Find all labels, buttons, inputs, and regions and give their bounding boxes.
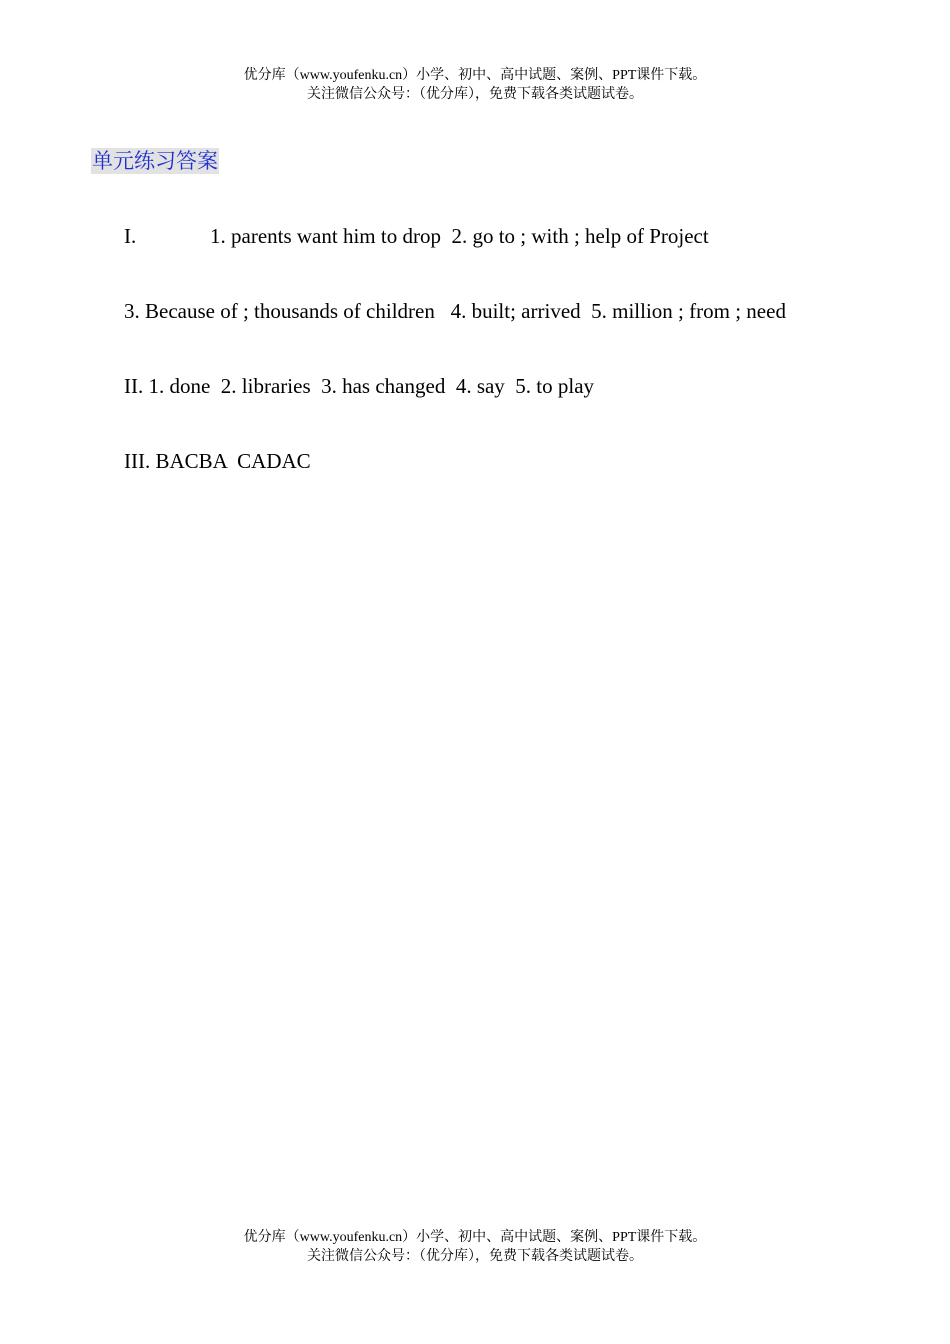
answer-line-2: 3. Because of ; thousands of children 4. built; arrived 5. million ; from ; need bbox=[124, 299, 786, 323]
footer-line-2: 关注微信公众号：（优分库），免费下载各类试题试卷。 bbox=[307, 1249, 643, 1264]
page-footer bbox=[0, 1228, 950, 1266]
document-body bbox=[91, 148, 871, 524]
section-title: 单元练习答案 bbox=[92, 149, 218, 173]
answer-line-3: II. 1. done 2. libraries 3. has changed 4. say 5. to play bbox=[124, 374, 595, 398]
header-line-1: 优分库（www.youfenku.cn）小学、初中、高中试题、案例、PPT课件下载。 bbox=[243, 68, 707, 83]
answer-line-prefix: I. bbox=[124, 224, 137, 248]
answer-line-text: 1. parents want him to drop 2. go to ; with ; help of Project bbox=[210, 224, 709, 248]
page-header bbox=[0, 66, 950, 104]
header-line-2: 关注微信公众号：（优分库），免费下载各类试题试卷。 bbox=[307, 87, 643, 102]
answer-line-1 bbox=[124, 224, 871, 249]
footer-line-1: 优分库（www.youfenku.cn）小学、初中、高中试题、案例、PPT课件下载。 bbox=[243, 1230, 707, 1245]
answer-line-4: III. BACBA CADAC bbox=[124, 449, 311, 473]
answer-block bbox=[124, 174, 871, 524]
